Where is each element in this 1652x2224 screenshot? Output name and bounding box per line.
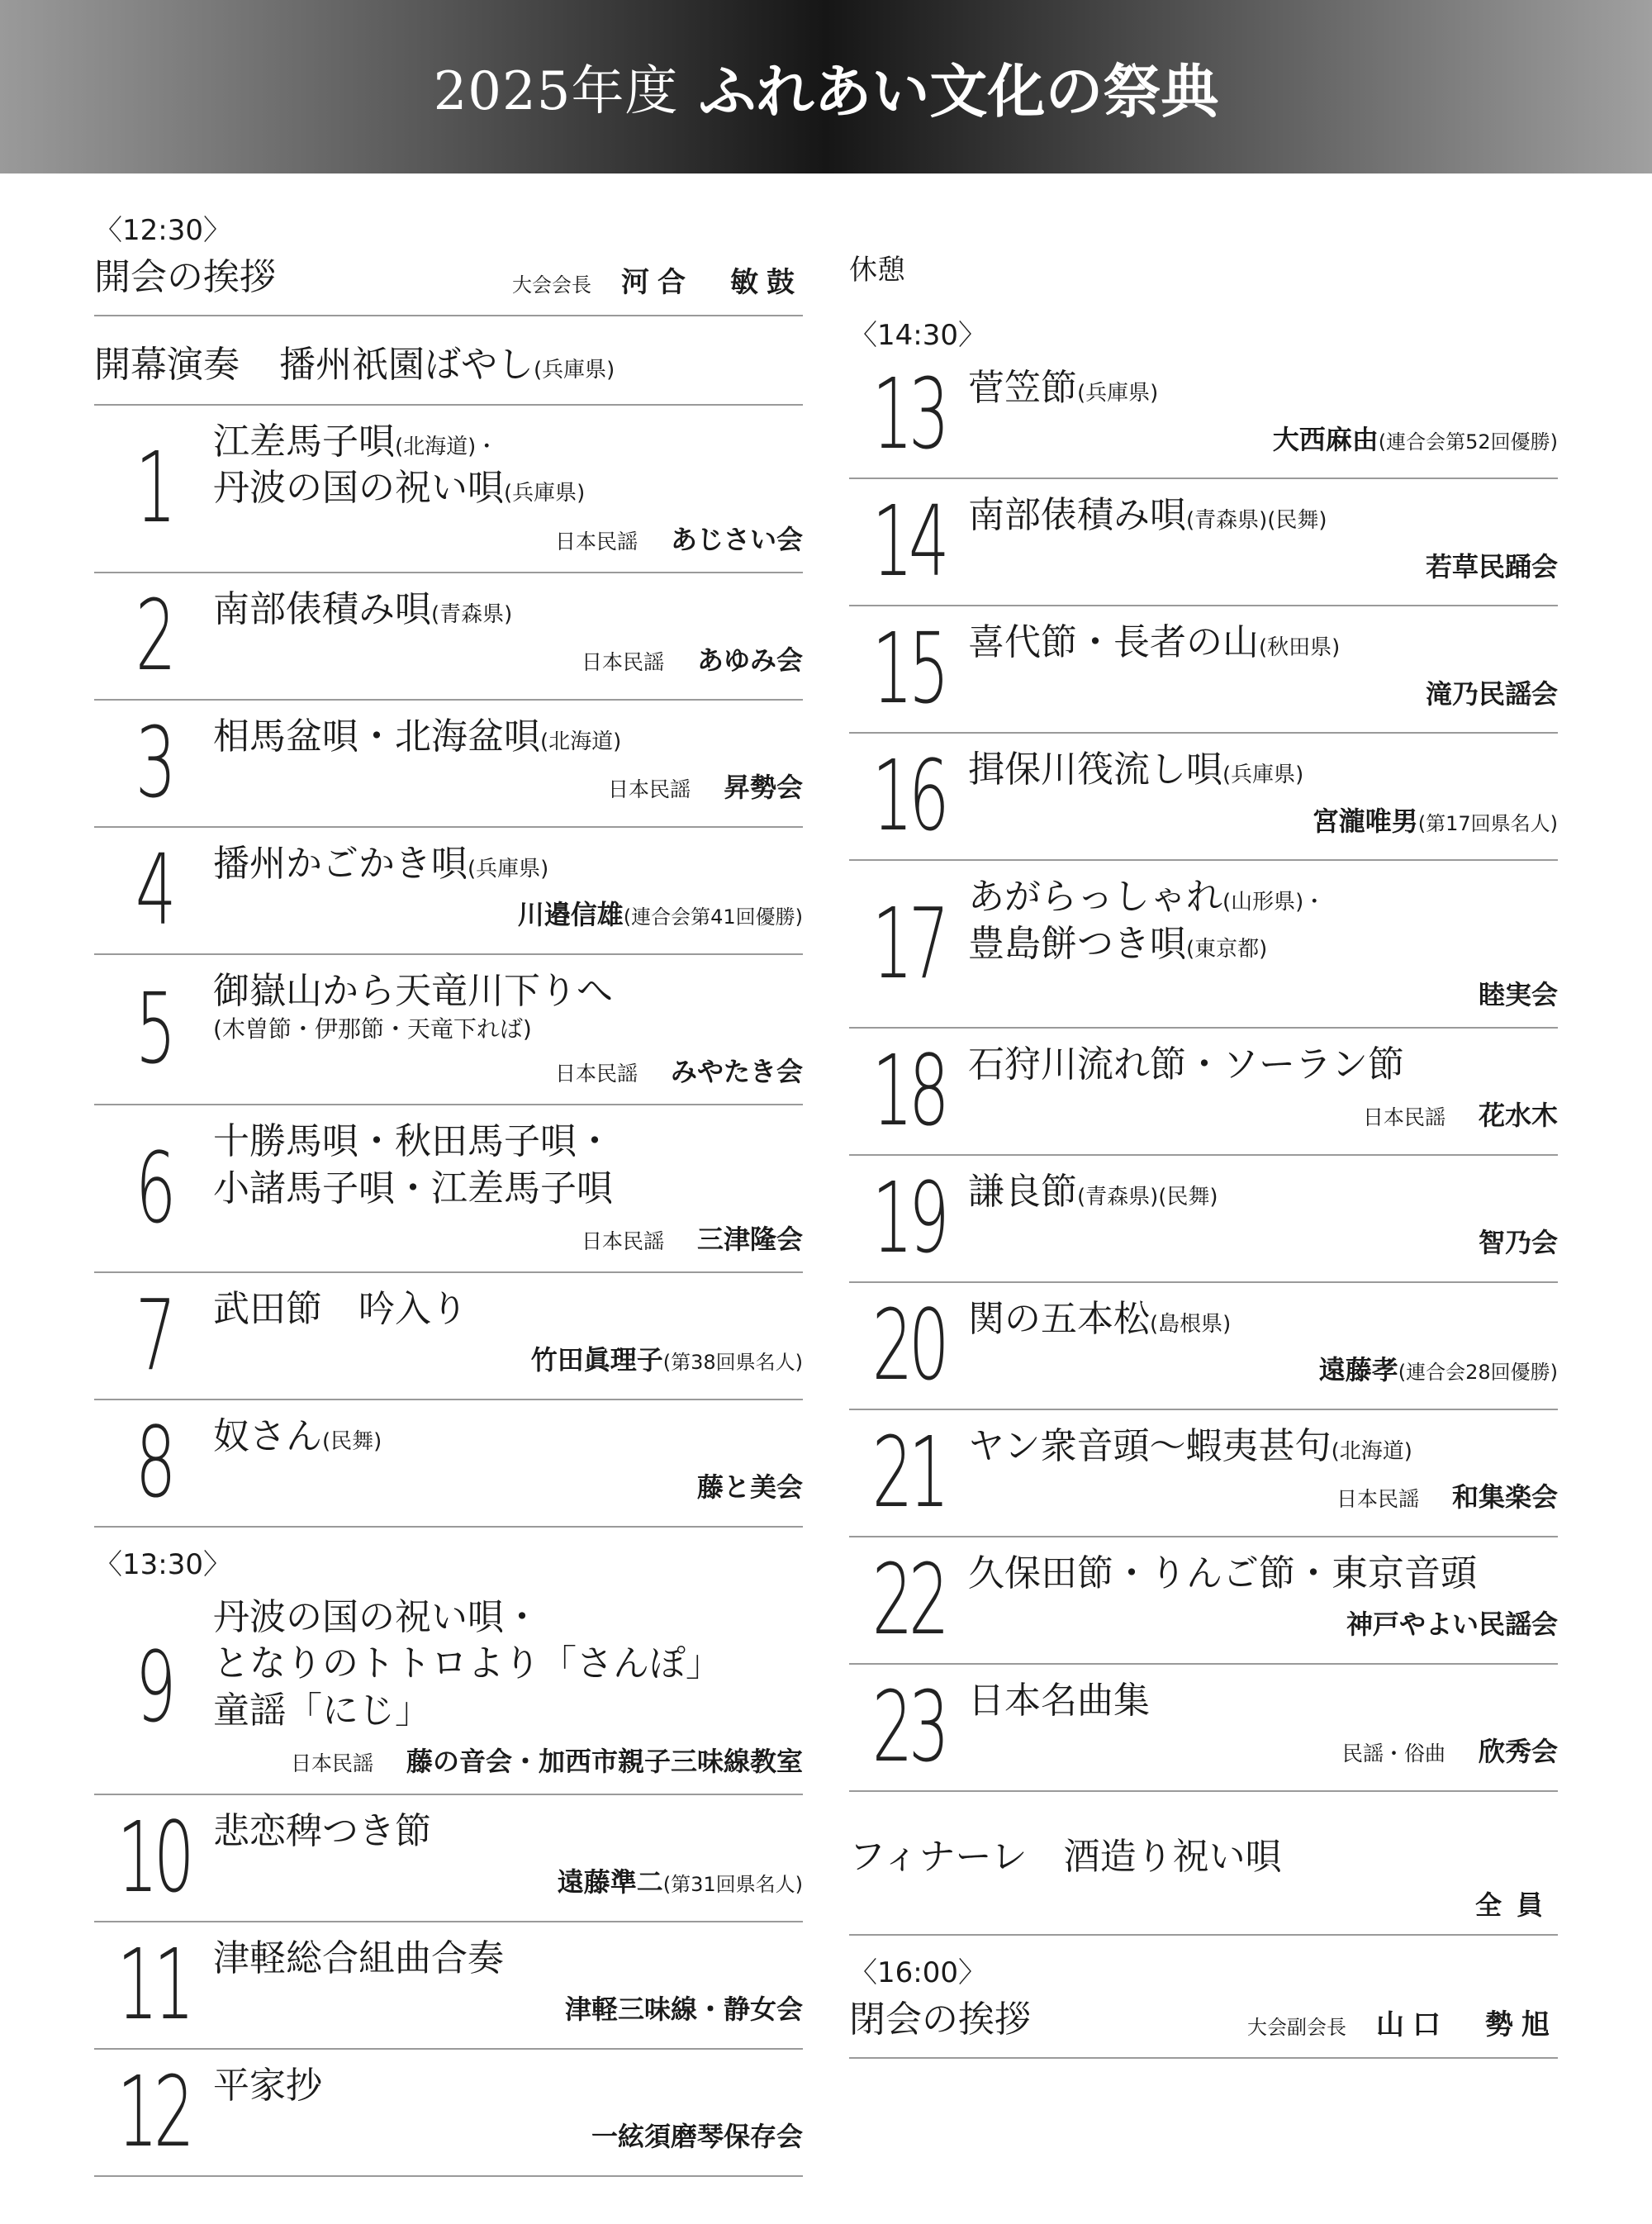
program-list	[849, 352, 1558, 1792]
program-entry	[849, 1665, 1558, 1792]
entry-performer-line	[213, 1989, 803, 2027]
entry-title: 久保田節・りんご節・東京音頭	[968, 1552, 1477, 1594]
opening-label: 開会の挨拶	[94, 256, 276, 299]
entry-title-line	[968, 1678, 1558, 1724]
entry-title-line	[968, 1042, 1558, 1088]
entry-title-line	[213, 1119, 803, 1165]
program-entry	[94, 1273, 803, 1400]
program-list	[94, 1581, 803, 2177]
entry-number: 23	[871, 1669, 946, 1784]
entry-body	[968, 1169, 1558, 1266]
entry-body	[968, 1042, 1558, 1139]
entry-performer-line	[213, 1741, 803, 1779]
program-entry	[94, 573, 803, 701]
program-entry	[849, 861, 1558, 1029]
entry-performer: 川邉信雄	[517, 899, 624, 931]
entry-number: 21	[871, 1414, 946, 1529]
entry-title-line	[213, 419, 803, 465]
entry-title: 揖保川筏流し唄	[968, 748, 1222, 791]
entry-note: (第31回県名人)	[662, 1873, 803, 1897]
entry-number: 8	[135, 1405, 173, 1520]
entry-number: 1	[135, 430, 173, 545]
entry-performer: 智乃会	[1478, 1227, 1558, 1259]
entry-genre: 日本民謡	[554, 529, 638, 554]
program-entry	[849, 1283, 1558, 1410]
opening-name: 河合 敏鼓	[621, 266, 803, 300]
entry-title: 石狩川流れ節・ソーラン節	[968, 1043, 1404, 1086]
entry-title-line	[213, 2063, 803, 2109]
closing-label: 閉会の挨拶	[849, 1998, 1031, 2041]
entry-number: 5	[135, 972, 173, 1086]
entry-body	[213, 2063, 803, 2160]
entry-number: 10	[116, 1800, 191, 1915]
entry-title-line	[968, 365, 1558, 411]
entry-body	[213, 419, 803, 557]
entry-region: (兵庫県)	[1222, 763, 1304, 788]
entry-title-line	[968, 620, 1558, 666]
entry-region: (山形県)・	[1222, 890, 1326, 915]
entry-title: 南部俵積み唄	[968, 494, 1186, 537]
entry-body	[213, 841, 803, 939]
entry-performer-line	[968, 1476, 1558, 1514]
program-entry	[94, 406, 803, 573]
entry-performer: 神戸やよい民謡会	[1346, 1609, 1558, 1641]
entry-performer-line	[213, 1219, 803, 1257]
entry-title-line	[968, 874, 1558, 920]
entry-performer-line	[213, 639, 803, 677]
entry-region: (青森県)	[431, 601, 513, 627]
opening-performance-region: (兵庫県)	[534, 358, 615, 383]
title-banner	[0, 0, 1652, 173]
entry-subtitle: (木曽節・伊那節・天竜下れば)	[213, 1015, 532, 1043]
entry-body	[968, 1551, 1558, 1648]
finale	[849, 1810, 1558, 1936]
entry-performer-line	[968, 974, 1558, 1012]
entry-region: (兵庫県)	[1077, 381, 1159, 406]
entry-title-line	[968, 492, 1558, 539]
entry-title-line	[968, 921, 1558, 967]
entry-performer-line	[968, 1222, 1558, 1260]
entry-performer-line	[968, 1349, 1558, 1387]
entry-body	[213, 714, 803, 811]
program-left-column	[94, 215, 803, 2177]
entry-performer-line	[213, 1339, 803, 1377]
entry-title: 十勝馬唄・秋田馬子唄・	[213, 1120, 613, 1163]
entry-number: 15	[871, 611, 946, 726]
event-name: ふれあい文化の祭典	[698, 57, 1219, 126]
entry-body	[968, 365, 1558, 463]
entry-performer: 睦実会	[1478, 978, 1558, 1010]
entry-title: 謙良節	[968, 1170, 1077, 1213]
opening-greeting	[94, 247, 803, 316]
program-entry	[849, 1156, 1558, 1283]
program-entry	[94, 1922, 803, 2050]
event-year: 2025年度	[433, 61, 679, 122]
entry-performer-line	[968, 419, 1558, 457]
entry-title: ヤン衆音頭〜蝦夷甚句	[968, 1424, 1332, 1467]
entry-note: (連合会第52回優勝)	[1378, 430, 1558, 454]
entry-title-line	[213, 1414, 803, 1460]
entry-title-line	[213, 1936, 803, 1982]
entry-performer: 一絃須磨琴保存会	[591, 2121, 803, 2153]
entry-title-line	[213, 1641, 803, 1687]
entry-title-line	[213, 841, 803, 887]
entry-number: 12	[116, 2055, 191, 2169]
entry-title: 丹波の国の祝い唄・	[213, 1596, 540, 1639]
entry-performer: 和集楽会	[1451, 1481, 1558, 1514]
entry-title-line	[213, 1688, 803, 1734]
entry-title-line	[968, 747, 1558, 793]
entry-number: 14	[871, 484, 946, 599]
entry-title-line	[213, 968, 803, 1015]
entry-number: 19	[871, 1160, 946, 1275]
entry-performer: 藤の音会・加西市親子三味線教室	[406, 1746, 803, 1778]
entry-body	[968, 747, 1558, 844]
entry-number: 20	[871, 1287, 946, 1402]
entry-number: 11	[116, 1927, 191, 2042]
entry-performer: 宮瀧唯男	[1312, 805, 1418, 837]
opening-performance-piece: 播州祇園ばやし	[279, 344, 534, 387]
entry-title: 喜代節・長者の山	[968, 621, 1259, 664]
entry-body	[213, 968, 803, 1090]
entry-number: 2	[135, 577, 173, 692]
program-entry	[849, 1029, 1558, 1156]
entry-title: 武田節 吟入り	[213, 1288, 468, 1331]
entry-title: 相馬盆唄・北海盆唄	[213, 715, 540, 758]
entry-performer-line	[213, 894, 803, 932]
entry-performer: 藤と美会	[696, 1471, 803, 1504]
entry-title: 南部俵積み唄	[213, 587, 431, 630]
entry-note: (連合会第41回優勝)	[623, 905, 803, 929]
entry-title-line	[213, 1286, 803, 1333]
entry-region: (北海道)・	[395, 435, 498, 460]
entry-title-line	[213, 714, 803, 760]
entry-performer-line	[968, 673, 1558, 711]
entry-performer-line	[213, 1051, 803, 1089]
entry-number: 4	[135, 832, 173, 947]
entry-title: 播州かごかき唄	[213, 842, 468, 885]
entry-note: (第38回県名人)	[662, 1351, 803, 1375]
entry-title: 菅笠節	[968, 367, 1077, 410]
entry-body	[213, 1808, 803, 1906]
entry-genre: 日本民謡	[581, 650, 664, 675]
opening-performance-label: 開幕演奏	[94, 344, 240, 387]
entry-genre: 日本民謡	[607, 777, 691, 802]
entry-performer: 花水木	[1478, 1100, 1558, 1132]
entry-title: 御嶽山から天竜川下りへ	[213, 969, 613, 1012]
entry-title-line	[213, 465, 803, 511]
opening-performance	[94, 316, 803, 406]
entry-title-line	[213, 587, 803, 633]
program-right-column	[849, 215, 1558, 2059]
entry-title: 日本名曲集	[968, 1679, 1150, 1722]
entry-number: 9	[135, 1629, 173, 1744]
entry-performer-line	[968, 1604, 1558, 1642]
program-entry	[849, 479, 1558, 606]
entry-body	[968, 874, 1558, 1012]
entry-performer: 若草民踊会	[1425, 550, 1558, 582]
entry-body	[968, 1296, 1558, 1394]
program-entry	[94, 2050, 803, 2177]
entry-number: 17	[871, 886, 946, 1000]
finale-label: フィナーレ 酒造り祝い唄	[849, 1835, 1282, 1878]
time-label: 〈14:30〉	[849, 319, 986, 353]
program-entry	[94, 701, 803, 828]
entry-performer: 大西麻由	[1272, 423, 1379, 455]
entry-performer: 昇勢会	[723, 772, 803, 804]
entry-body	[968, 1423, 1558, 1521]
entry-title-line	[968, 1551, 1558, 1597]
entry-title: 豊島餅つき唄	[968, 922, 1186, 965]
entry-title: 津軽総合組曲合奏	[213, 1937, 504, 1980]
entry-performer: あじさい会	[670, 523, 803, 555]
entry-title: 丹波の国の祝い唄	[213, 467, 504, 510]
entry-region: (青森県)(民舞)	[1186, 508, 1327, 534]
entry-title: となりのトトロより「さんぽ」	[213, 1642, 722, 1685]
closing-greeting	[849, 1989, 1558, 2059]
entry-performer-line	[968, 1095, 1558, 1133]
program-entry	[94, 1795, 803, 1922]
entry-title: 奴さん	[213, 1415, 322, 1458]
closing-role: 大会副会長	[1247, 2015, 1346, 2039]
entry-title-line	[968, 1423, 1558, 1470]
program-entry	[94, 1105, 803, 1273]
entry-title: 悲恋稗つき節	[213, 1810, 431, 1853]
entry-performer-line	[968, 801, 1558, 839]
entry-genre: 日本民謡	[1336, 1487, 1419, 1512]
entry-genre: 日本民謡	[1362, 1105, 1446, 1130]
entry-number: 6	[135, 1130, 173, 1245]
entry-body	[213, 1594, 803, 1779]
entry-title-line	[213, 1594, 803, 1641]
entry-genre: 日本民謡	[290, 1751, 373, 1776]
entry-performer: 遠藤孝	[1318, 1354, 1398, 1386]
entry-title-line	[968, 1296, 1558, 1342]
break-label: 休憩	[849, 254, 905, 287]
program-entry	[849, 1537, 1558, 1665]
time-label: 〈13:30〉	[94, 1548, 231, 1582]
program-entry	[849, 734, 1558, 861]
entry-genre: 民謡・俗曲	[1341, 1742, 1446, 1766]
entry-performer: 三津隆会	[696, 1224, 803, 1256]
entry-number: 13	[871, 357, 946, 472]
entry-number: 22	[871, 1542, 946, 1656]
program-entry	[94, 1400, 803, 1528]
entry-performer-line	[968, 546, 1558, 584]
entry-body	[213, 1936, 803, 2033]
entry-performer-line	[213, 1861, 803, 1899]
entry-number: 18	[871, 1033, 946, 1148]
entry-performer: あゆみ会	[696, 644, 803, 677]
entry-title-line	[968, 1169, 1558, 1215]
program-entry	[849, 1410, 1558, 1537]
entry-body	[968, 620, 1558, 717]
entry-performer: 欣秀会	[1478, 1736, 1558, 1768]
entry-performer: 津軽三味線・静女会	[564, 1994, 803, 2026]
program-list	[94, 406, 803, 1528]
entry-region: (民舞)	[322, 1429, 382, 1455]
entry-body	[213, 1119, 803, 1257]
program-entry	[94, 955, 803, 1106]
entry-performer: みやたき会	[670, 1056, 803, 1088]
entry-number: 16	[871, 739, 946, 853]
entry-performer: 遠藤準二	[557, 1866, 663, 1898]
entry-performer-line	[213, 519, 803, 557]
entry-title: 童謡「にじ」	[213, 1689, 431, 1732]
entry-region: (島根県)	[1150, 1311, 1232, 1337]
entry-title-line	[213, 1166, 803, 1212]
entry-body	[968, 492, 1558, 590]
entry-region: (東京都)	[1186, 936, 1268, 962]
closing-name: 山口 勢旭	[1376, 2008, 1558, 2041]
entry-performer-line	[213, 1466, 803, 1504]
entry-region: (兵庫県)	[468, 856, 549, 882]
entry-body	[968, 1678, 1558, 1775]
entry-title: 関の五本松	[968, 1297, 1150, 1340]
entry-title: 平家抄	[213, 2065, 322, 2108]
program-entry	[94, 1581, 803, 1795]
time-label: 〈12:30〉	[94, 214, 231, 247]
entry-genre: 日本民謡	[554, 1062, 638, 1086]
opening-role: 大会会長	[512, 273, 591, 297]
entry-note: (第17回県名人)	[1417, 811, 1558, 835]
entry-performer: 竹田眞理子	[530, 1344, 663, 1376]
entry-region: (秋田県)	[1259, 635, 1341, 661]
entry-body	[213, 1414, 803, 1511]
finale-performer: 全員	[1474, 1889, 1558, 1921]
entry-region: (北海道)	[1331, 1438, 1412, 1464]
entry-number: 7	[135, 1278, 173, 1393]
program-entry	[849, 606, 1558, 734]
entry-performer-line	[213, 767, 803, 805]
entry-genre: 日本民謡	[581, 1229, 664, 1254]
entry-performer: 滝乃民謡会	[1425, 677, 1558, 710]
entry-body	[213, 587, 803, 684]
entry-region: (青森県)(民舞)	[1077, 1184, 1218, 1209]
entry-title-line	[213, 1808, 803, 1855]
entry-performer-line	[968, 1731, 1558, 1769]
entry-body	[213, 1286, 803, 1384]
entry-region: (北海道)	[540, 729, 622, 754]
entry-title: 江差馬子唄	[213, 421, 395, 463]
entry-note: (連合会28回優勝)	[1398, 1361, 1558, 1385]
entry-performer-line	[213, 2116, 803, 2154]
entry-title: 小諸馬子唄・江差馬子唄	[213, 1167, 613, 1209]
time-label: 〈16:00〉	[849, 1956, 986, 1989]
program-entry	[94, 828, 803, 955]
entry-number: 3	[135, 705, 173, 820]
entry-title: あがらっしゃれ	[968, 876, 1222, 919]
entry-region: (兵庫県)	[504, 481, 586, 506]
program-entry	[849, 352, 1558, 479]
